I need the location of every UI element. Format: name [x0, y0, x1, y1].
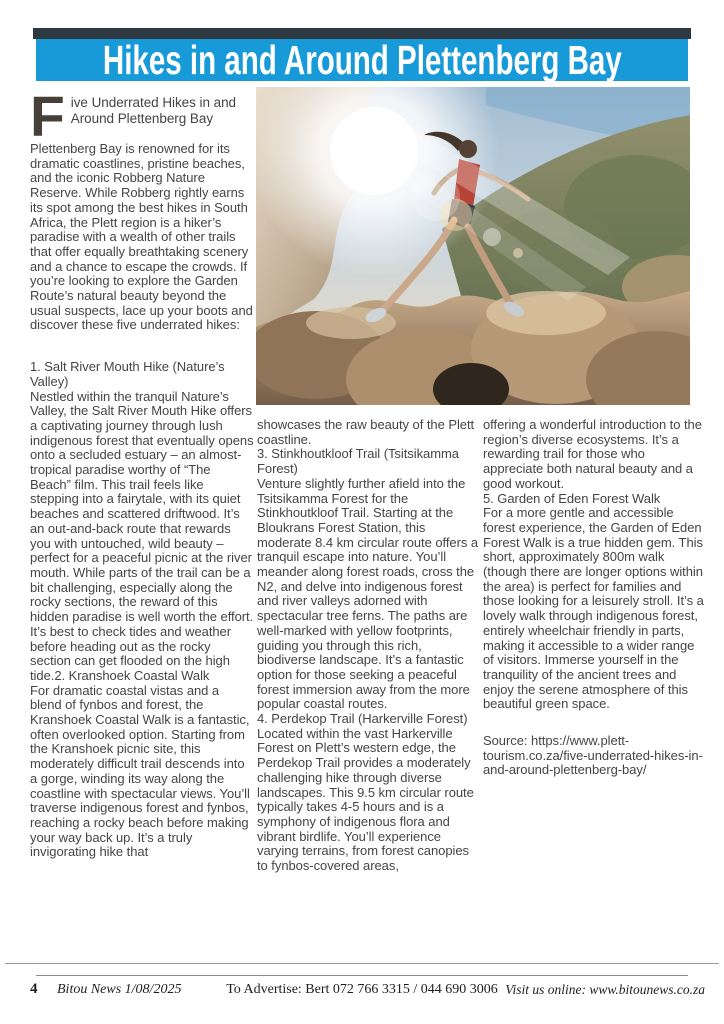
article-column-left [30, 85, 254, 860]
paragraph [483, 506, 707, 712]
paragraph-text: Source: https://www.plett-tourism.co.za/five-underrated-hikes-in-and-around-plettenberg-bay/ [483, 733, 703, 778]
paragraph [30, 85, 254, 149]
paragraph-text: 3. Stinkhoutkloof Trail (Tsitsikamma Forest) [257, 446, 459, 477]
paragraph-text: For dramatic coastal vistas and a blend of fynbos and forest, the Kranshoek Coastal Walk is a fantastic, often overlooked option. Starting from the Kranshoek picnic site, this moderately difficult trail descends into a gorge, winding its way along the coastline with spectacular views. You’ll traverse indigenous forest and fynbos, reaching a rocky beach before making your way back up. It’s a truly invigorating hike that [30, 682, 250, 860]
paragraph [483, 492, 707, 507]
article-photo [256, 87, 690, 405]
paragraph [257, 447, 481, 476]
paragraph [257, 712, 481, 727]
paragraph-text: offering a wonderful introduction to the region’s diverse ecosystems. It’s a rewarding trail for those who appreciate both natural beauty and a good workout. [483, 417, 702, 491]
paragraph [257, 727, 481, 874]
paragraph [483, 418, 707, 492]
header-banner [36, 39, 688, 81]
article-column-middle [257, 418, 481, 874]
footer-divider-bottom [36, 975, 688, 976]
paragraph-text: 1. Salt River Mouth Hike (Nature’s Valley) [30, 359, 225, 389]
page-number: 4 [30, 981, 38, 997]
paragraph-text: Located within the vast Harkerville Forest on Plett’s western edge, the Perdekop Trail provides a moderately challenging hike through diverse landscapes. This 9.5 km circular route typically takes 4-5 hours and is a symphony of indigenous flora and vibrant birdlife. You’ll experience varying terrains, from forest canopies to fynbos-covered areas, [257, 725, 474, 874]
page-footer [0, 981, 724, 1011]
drop-cap: F [30, 85, 65, 149]
paragraph-text: Nestled within the tranquil Nature’s Valley, the Salt River Mouth Hike offers a captivating journey through lush indigenous forest that eventually opens onto a secluded estuary – an almost-tropical paradise worthy of “The Beach” film. This trail feels like stepping into a fairytale, with its quiet beaches and scattered driftwood. It’s an out-and-back route that rewards you with untouched, wild beauty – perfect for a peaceful picnic at the river mouth. While parts of the trail can be a bit challenging, especially along the rocky sections, the reward of this hidden paradise is well worth the effort. It’s best to check tides and weather before heading out as the rocky section can get flooded on the high tide.2. Kranshoek Coastal Walk [30, 388, 254, 683]
paragraph-text: 5. Garden of Eden Forest Walk [483, 490, 661, 506]
paragraph-text: showcases the raw beauty of the Plett coastline. [257, 417, 475, 447]
photo-haze [256, 87, 690, 405]
article-column-right [483, 418, 707, 778]
paragraph-text: For a more gentle and accessible forest experience, the Garden of Eden Forest Walk is a true hidden gem. This short, approximately 800m walk (though there are longer options within the area) is perfect for families and those looking for a leisurely stroll. It’s a lovely walk through indigenous forest, entirely wheelchair friendly in parts, making it accessible to a wider range of visitors. Immerse yourself in the tranquility of the ancient trees and enjoy the serene atmosphere of this beautiful green space. [483, 505, 704, 712]
footer-divider-top [5, 963, 719, 964]
paragraph-text: 4. Perdekop Trail (Harkerville Forest) [257, 711, 468, 727]
paragraph [257, 477, 481, 712]
paragraph [30, 360, 254, 389]
paragraph [30, 684, 254, 860]
paragraph [483, 734, 707, 778]
paragraph [257, 418, 481, 447]
paragraph-text: ive Underrated Hikes in and Around Plettenberg Bay [70, 95, 237, 126]
header-accent-bar [33, 28, 691, 39]
paragraph-text: Plettenberg Bay is renowned for its dramatic coastlines, pristine beaches, and the iconic Robberg Nature Reserve. While Robberg rightly earns its spot among the best hikes in South Africa, the Plett region is a hiker’s paradise with a wealth of other trails that offer equally breathtaking scenery and a chance to escape the crowds. If you’re looking to explore the Garden Route’s natural beauty beyond the usual suspects, lace up your boots and discover these five underrated hikes: [30, 141, 253, 333]
paragraph-text: Venture slightly further afield into the Tsitsikamma Forest for the Stinkhoutkloof Trail. Starting at the Bloukrans Forest Station, this moderate 8.4 km circular route offers a tranquil escape into nature. You’ll meander along forest roads, cross the N2, and delve into indigenous forest and river valleys adorned with spectacular tree ferns. The paths are well-marked with yellow footprints, guiding you through this rich, biodiverse landscape. It’s a fantastic option for those seeking a peaceful forest immersion away from the more popular coastal routes. [257, 475, 479, 712]
page-title: Hikes in and Around Plettenberg Bay [102, 39, 622, 81]
advertise-info: To Advertise: Bert 072 766 3315 / 044 690 3006 [226, 982, 498, 997]
hiker-jumping-photo [256, 87, 690, 405]
paragraph [30, 390, 254, 684]
website-link: Visit us online: www.bitounews.co.za [505, 982, 705, 997]
publication-name: Bitou News 1/08/2025 [57, 982, 182, 997]
paragraph [30, 142, 254, 333]
